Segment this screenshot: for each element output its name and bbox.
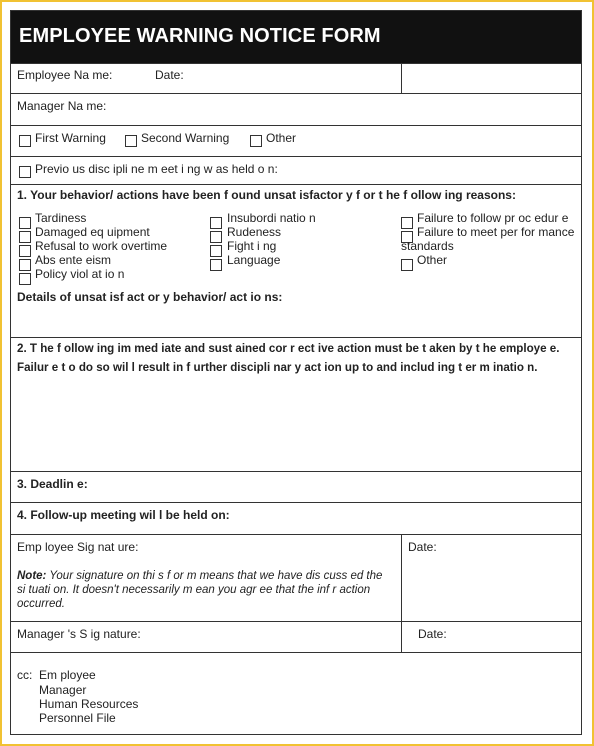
policy-violation-checkbox[interactable] — [19, 273, 31, 285]
divider — [11, 125, 581, 126]
reason-label: Refusal to work overtime — [35, 239, 168, 253]
first-warning-checkbox[interactable] — [19, 135, 31, 147]
other-reason-checkbox[interactable] — [401, 259, 413, 271]
section1-heading: 1. Your behavior/ actions have been f ound unsat isfactor y f or t he f ollow ing reasons: — [17, 188, 516, 202]
reason-label: Failure to meet per for mance — [417, 225, 575, 239]
column-divider — [401, 63, 402, 93]
deadline-label: 3. Deadlin e: — [17, 477, 88, 491]
section2-line2: Failur e t o do so wil l result in f urther discipli nar y act ion up to and includ ing t er m inatio n. — [17, 361, 538, 374]
language-checkbox[interactable] — [210, 259, 222, 271]
fighting-checkbox[interactable] — [210, 245, 222, 257]
reason-label: Insubordi natio n — [227, 211, 316, 225]
employee-date-label: Date: — [408, 540, 437, 554]
cc-label: cc: — [17, 668, 33, 682]
divider — [11, 93, 581, 94]
failure-procedure-checkbox[interactable] — [401, 217, 413, 229]
damaged-equipment-checkbox[interactable] — [19, 231, 31, 243]
previous-meeting-label: Previo us disc ipli ne m eet i ng w as held o n: — [35, 162, 278, 176]
warning-form — [10, 10, 582, 735]
note-line1: Your signature on thi s f or m means that we have dis cuss ed the — [46, 570, 383, 582]
insubordination-checkbox[interactable] — [210, 217, 222, 229]
note-line3: occurred. — [17, 598, 65, 610]
refusal-overtime-checkbox[interactable] — [19, 245, 31, 257]
rudeness-checkbox[interactable] — [210, 231, 222, 243]
reason-label: Damaged eq uipment — [35, 225, 150, 239]
section2-line1: 2. T he f ollow ing im med iate and sust ained cor r ect ive action must be t aken by t he employe e. — [17, 342, 560, 355]
cc-item: Em ployee — [39, 668, 96, 682]
previous-meeting-checkbox[interactable] — [19, 166, 31, 178]
second-warning-label: Second Warning — [141, 131, 230, 145]
reason-label: Policy viol at io n — [35, 267, 125, 281]
reason-label: Fight i ng — [227, 239, 277, 253]
first-warning-label: First Warning — [35, 131, 106, 145]
reason-label-continued: standards — [401, 239, 454, 253]
manager-signature-label: Manager 's S ig nature: — [17, 627, 141, 641]
column-divider — [401, 534, 402, 652]
divider — [11, 502, 581, 503]
divider — [11, 534, 581, 535]
details-label: Details of unsat isf act or y behavior/ act io ns: — [17, 290, 283, 304]
form-title: EMPLOYEE WARNING NOTICE FORM — [19, 25, 381, 47]
title-bar — [11, 11, 581, 63]
follow-up-label: 4. Follow-up meeting wil l be held on: — [17, 508, 230, 522]
note-label: Note: — [17, 570, 47, 582]
manager-name-label: Manager Na me: — [17, 99, 107, 113]
note-line2: si tuati on. It doesn't necessarily m ean you agr ee that the inf r action — [17, 584, 371, 596]
reason-label: Other — [417, 253, 448, 267]
cc-item: Human Resources — [39, 697, 139, 711]
employee-signature-label: Emp loyee Sig nat ure: — [17, 540, 139, 554]
reason-label: Failure to follow pr oc edur e — [417, 211, 569, 225]
divider — [11, 63, 581, 64]
second-warning-checkbox[interactable] — [125, 135, 137, 147]
cc-item: Personnel File — [39, 711, 116, 725]
reason-label: Tardiness — [35, 211, 87, 225]
tardiness-checkbox[interactable] — [19, 217, 31, 229]
date-label: Date: — [155, 68, 184, 82]
manager-date-label: Date: — [418, 627, 447, 641]
signature-note — [17, 569, 382, 583]
absenteeism-checkbox[interactable] — [19, 259, 31, 271]
divider — [11, 184, 581, 185]
cc-item: Manager — [39, 683, 87, 697]
reason-label: Rudeness — [227, 225, 282, 239]
divider — [11, 156, 581, 157]
divider — [11, 621, 581, 622]
employee-name-label: Employee Na me: — [17, 68, 113, 82]
reason-label: Abs ente eism — [35, 253, 112, 267]
divider — [11, 471, 581, 472]
other-warning-checkbox[interactable] — [250, 135, 262, 147]
divider — [11, 652, 581, 653]
other-warning-label: Other — [266, 131, 297, 145]
reason-label: Language — [227, 253, 281, 267]
divider — [11, 337, 581, 338]
